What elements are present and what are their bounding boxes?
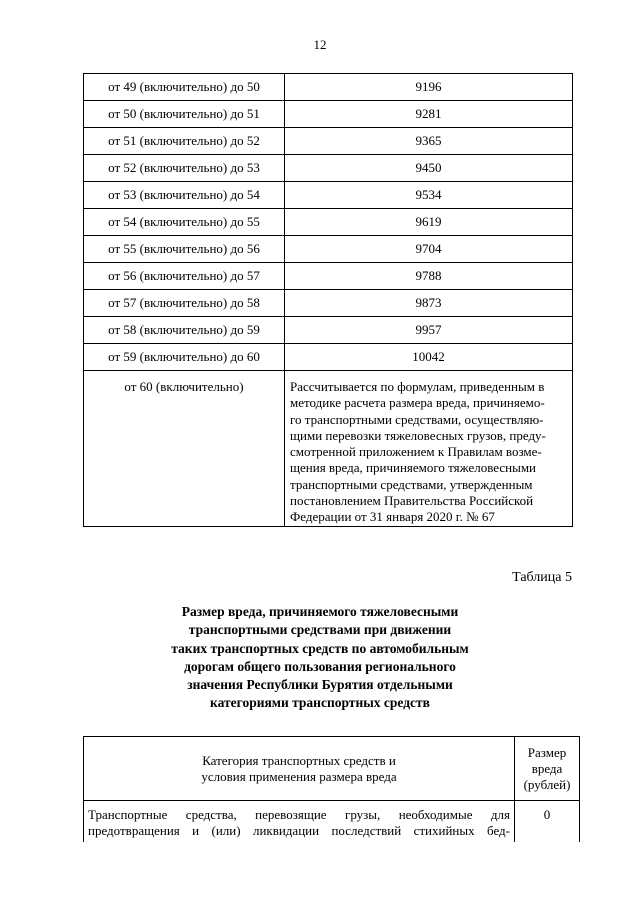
note-line: методике расчета размера вреда, причиняемо- — [290, 395, 545, 411]
table-row — [84, 182, 573, 209]
table-row — [84, 344, 573, 371]
axle-load-range: от 58 (включительно) до 59 — [84, 317, 285, 344]
description-line: предотвращения и (или) ликвидации последствий стихийных бед- — [88, 823, 510, 838]
table-row — [84, 209, 573, 236]
column-header-amount — [515, 737, 580, 801]
harm-amount: 0 — [515, 801, 580, 842]
title-line: значения Республики Бурятия отдельными — [187, 677, 453, 693]
table-title — [0, 603, 640, 713]
table-row — [84, 128, 573, 155]
harm-amount: 9281 — [285, 101, 573, 128]
axle-load-range: от 60 (включительно) — [84, 371, 285, 527]
note-line: смотренной приложением к Правилам возме- — [290, 444, 542, 460]
harm-amount: 9450 — [285, 155, 573, 182]
header-line: вреда — [531, 760, 563, 776]
note-line: постановлением Правительства Российской — [290, 493, 534, 509]
header-line: Размер — [527, 744, 567, 760]
axle-load-range: от 52 (включительно) до 53 — [84, 155, 285, 182]
table-row — [84, 263, 573, 290]
note-line: Рассчитывается по формулам, приведенным в — [290, 379, 545, 394]
axle-load-range: от 56 (включительно) до 57 — [84, 263, 285, 290]
column-header-category — [84, 737, 515, 801]
title-line: категориями транспортных средств — [210, 695, 430, 711]
header-line: (рублей) — [523, 776, 571, 792]
axle-load-range: от 57 (включительно) до 58 — [84, 290, 285, 317]
description-line: Транспортные средства, перевозящие грузы, необходимые для — [88, 807, 510, 822]
table-row — [84, 371, 573, 527]
page-number: 12 — [313, 37, 327, 52]
note-line: щими перевозки тяжеловесных грузов, преду- — [290, 427, 546, 443]
table-row — [84, 290, 573, 317]
table-row — [84, 155, 573, 182]
axle-load-range: от 59 (включительно) до 60 — [84, 344, 285, 371]
table-header-row — [84, 737, 580, 801]
harm-rates-table-continued — [83, 73, 573, 527]
note-line: щения вреда, причиняемого тяжеловесными — [290, 460, 537, 476]
vehicle-category-table — [83, 736, 580, 842]
axle-load-range: от 49 (включительно) до 50 — [84, 74, 285, 101]
title-line: Размер вреда, причиняемого тяжеловесными — [181, 604, 459, 619]
axle-load-range: от 51 (включительно) до 52 — [84, 128, 285, 155]
note-line: транспортными средствами, утвержденным — [290, 476, 533, 492]
title-line: таких транспортных средств по автомобильным — [171, 640, 469, 656]
harm-amount: 10042 — [285, 344, 573, 371]
table-row — [84, 74, 573, 101]
harm-amount: 9196 — [285, 74, 573, 101]
note-line: го транспортными средствами, осуществляю- — [290, 411, 544, 427]
harm-amount: 9619 — [285, 209, 573, 236]
harm-amount: 9957 — [285, 317, 573, 344]
table-row — [84, 101, 573, 128]
table-row — [84, 236, 573, 263]
calculation-note — [285, 371, 573, 527]
axle-load-range: от 54 (включительно) до 55 — [84, 209, 285, 236]
header-line: условия применения размера вреда — [201, 768, 397, 784]
axle-load-range: от 50 (включительно) до 51 — [84, 101, 285, 128]
harm-amount: 9788 — [285, 263, 573, 290]
category-description — [84, 801, 515, 842]
harm-amount: 9365 — [285, 128, 573, 155]
note-line: Федерации от 31 января 2020 г. № 67 — [290, 509, 495, 525]
axle-load-range: от 53 (включительно) до 54 — [84, 182, 285, 209]
table-row — [84, 801, 580, 842]
axle-load-range: от 55 (включительно) до 56 — [84, 236, 285, 263]
harm-amount: 9873 — [285, 290, 573, 317]
title-line: дорогам общего пользования регионального — [184, 658, 456, 674]
header-line: Категория транспортных средств и — [202, 752, 396, 768]
harm-amount: 9534 — [285, 182, 573, 209]
harm-amount: 9704 — [285, 236, 573, 263]
table-row — [84, 317, 573, 344]
title-line: транспортными средствами при движении — [188, 622, 452, 638]
table-label: Таблица 5 — [512, 570, 572, 585]
